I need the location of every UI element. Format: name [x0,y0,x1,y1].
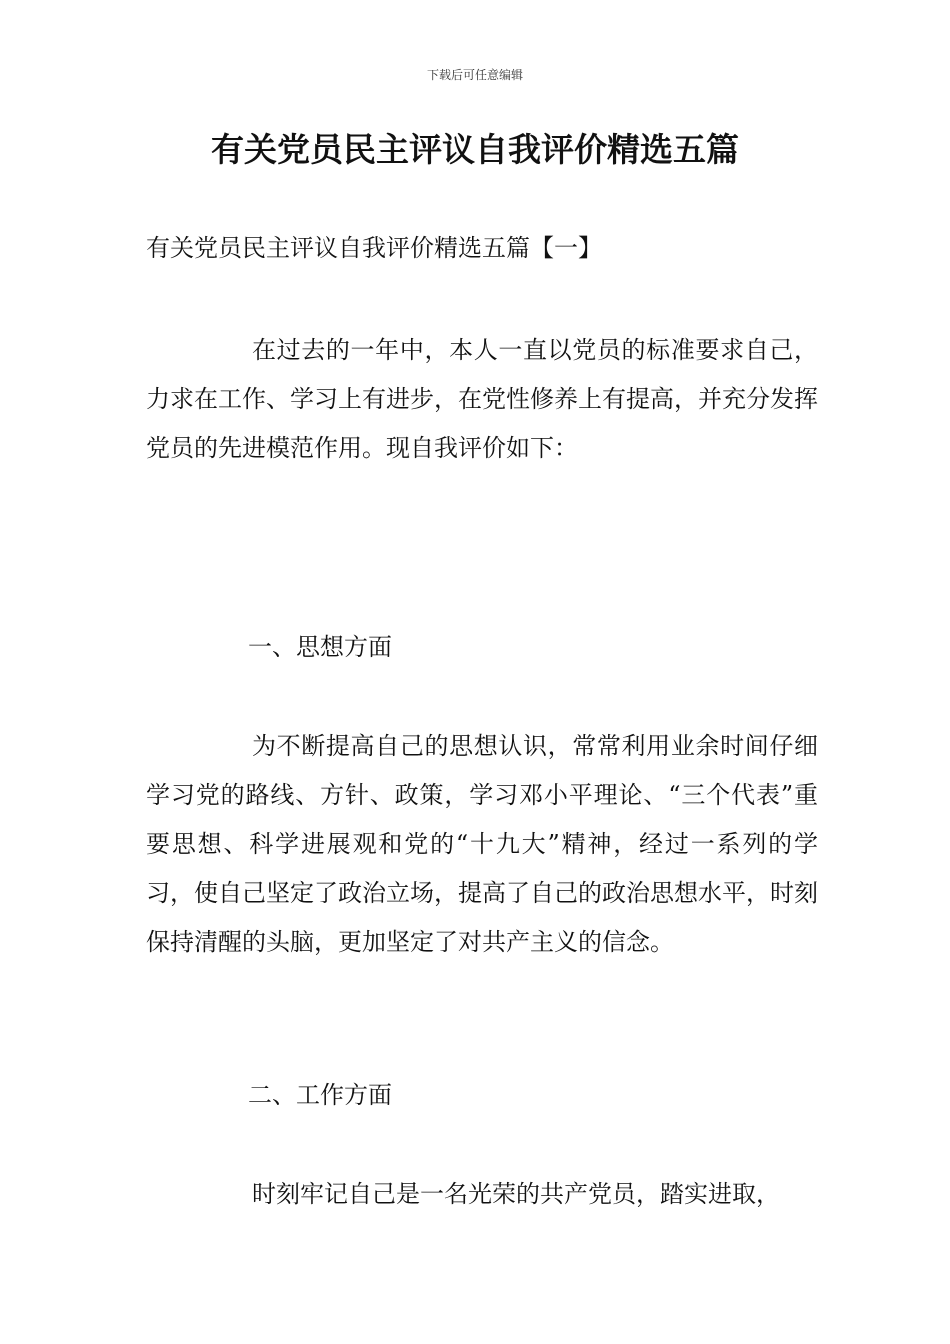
intro-paragraph: 在过去的一年中，本人一直以党员的标准要求自己，力求在工作、学习上有进步，在党性修养上有提高，并充分发挥党员的先进模范作用。现自我评价如下： [146,336,818,462]
section-title: 有关党员民主评议自我评价精选五篇【一】 [146,234,602,262]
heading-work: 二、工作方面 [248,1081,392,1109]
document-title: 有关党员民主评议自我评价精选五篇 [211,130,739,169]
thought-paragraph: 为不断提高自己的思想认识，常常利用业余时间仔细学习党的路线、方针、政策，学习邓小平理论、“三个代表”重要思想、科学进展观和党的“十九大”精神，经过一系列的学习，使自己坚定了政治立场，提高了自己的政治思想水平，时刻保持清醒的头脑，更加坚定了对共产主义的信念。 [146,732,818,956]
work-paragraph: 时刻牢记自己是一名光荣的共产党员，踏实进取， [252,1180,780,1208]
page-header-note: 下载后可任意编辑 [426,68,523,82]
heading-thought: 一、思想方面 [248,633,392,661]
